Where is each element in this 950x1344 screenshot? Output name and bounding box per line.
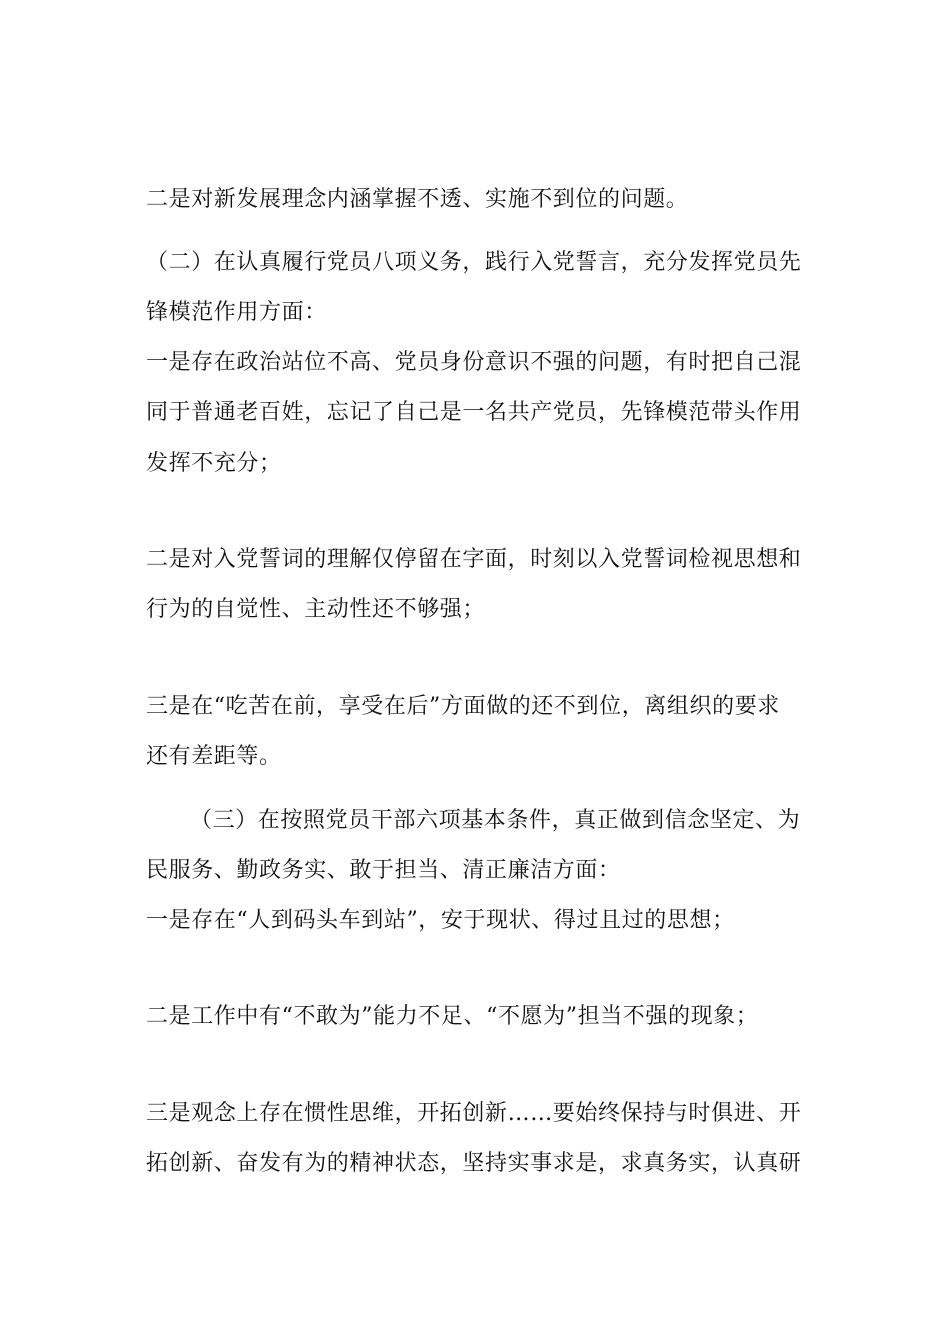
- paragraph-line: 一是存在“人到码头车到站”，安于现状、得过且过的思想；: [146, 908, 735, 933]
- paragraph-line: 二是工作中有“不敢为”能力不足、“不愿为”担当不强的现象；: [146, 1004, 759, 1029]
- paragraph-line: 三是在“吃苦在前，享受在后”方面做的还不到位，离组织的要求: [146, 694, 780, 719]
- section-heading-3-line-2: 民服务、勤政务实、敢于担当、清正廉洁方面：: [146, 858, 621, 883]
- paragraph-line: 三是观念上存在惯性思维，开拓创新……要始终保持与时俱进、开: [146, 1101, 802, 1126]
- paragraph-line: 二是对新发展理念内涵掌握不透、实施不到位的问题。: [146, 187, 689, 212]
- paragraph-line: 行为的自觉性、主动性还不够强；: [146, 597, 486, 622]
- section-heading-2-line-2: 锋模范作用方面：: [146, 300, 327, 325]
- paragraph-line: 还有差距等。: [146, 744, 282, 769]
- paragraph-line: 同于普通老百姓，忘记了自己是一名共产党员，先锋模范带头作用: [146, 400, 802, 425]
- paragraph-line: 一是存在政治站位不高、党员身份意识不强的问题，有时把自己混: [146, 350, 802, 375]
- paragraph-line: 二是对入党誓词的理解仅停留在字面，时刻以入党誓词检视思想和: [146, 547, 802, 572]
- paragraph-line: 拓创新、奋发有为的精神状态，坚持实事求是，求真务实，认真研: [146, 1151, 802, 1176]
- section-heading-2-line-1: （二）在认真履行党员八项义务，践行入党誓言，充分发挥党员先: [146, 250, 802, 275]
- section-heading-3-line-1: （三）在按照党员干部六项基本条件，真正做到信念坚定、为: [190, 808, 801, 833]
- paragraph-line: 发挥不充分；: [146, 451, 282, 476]
